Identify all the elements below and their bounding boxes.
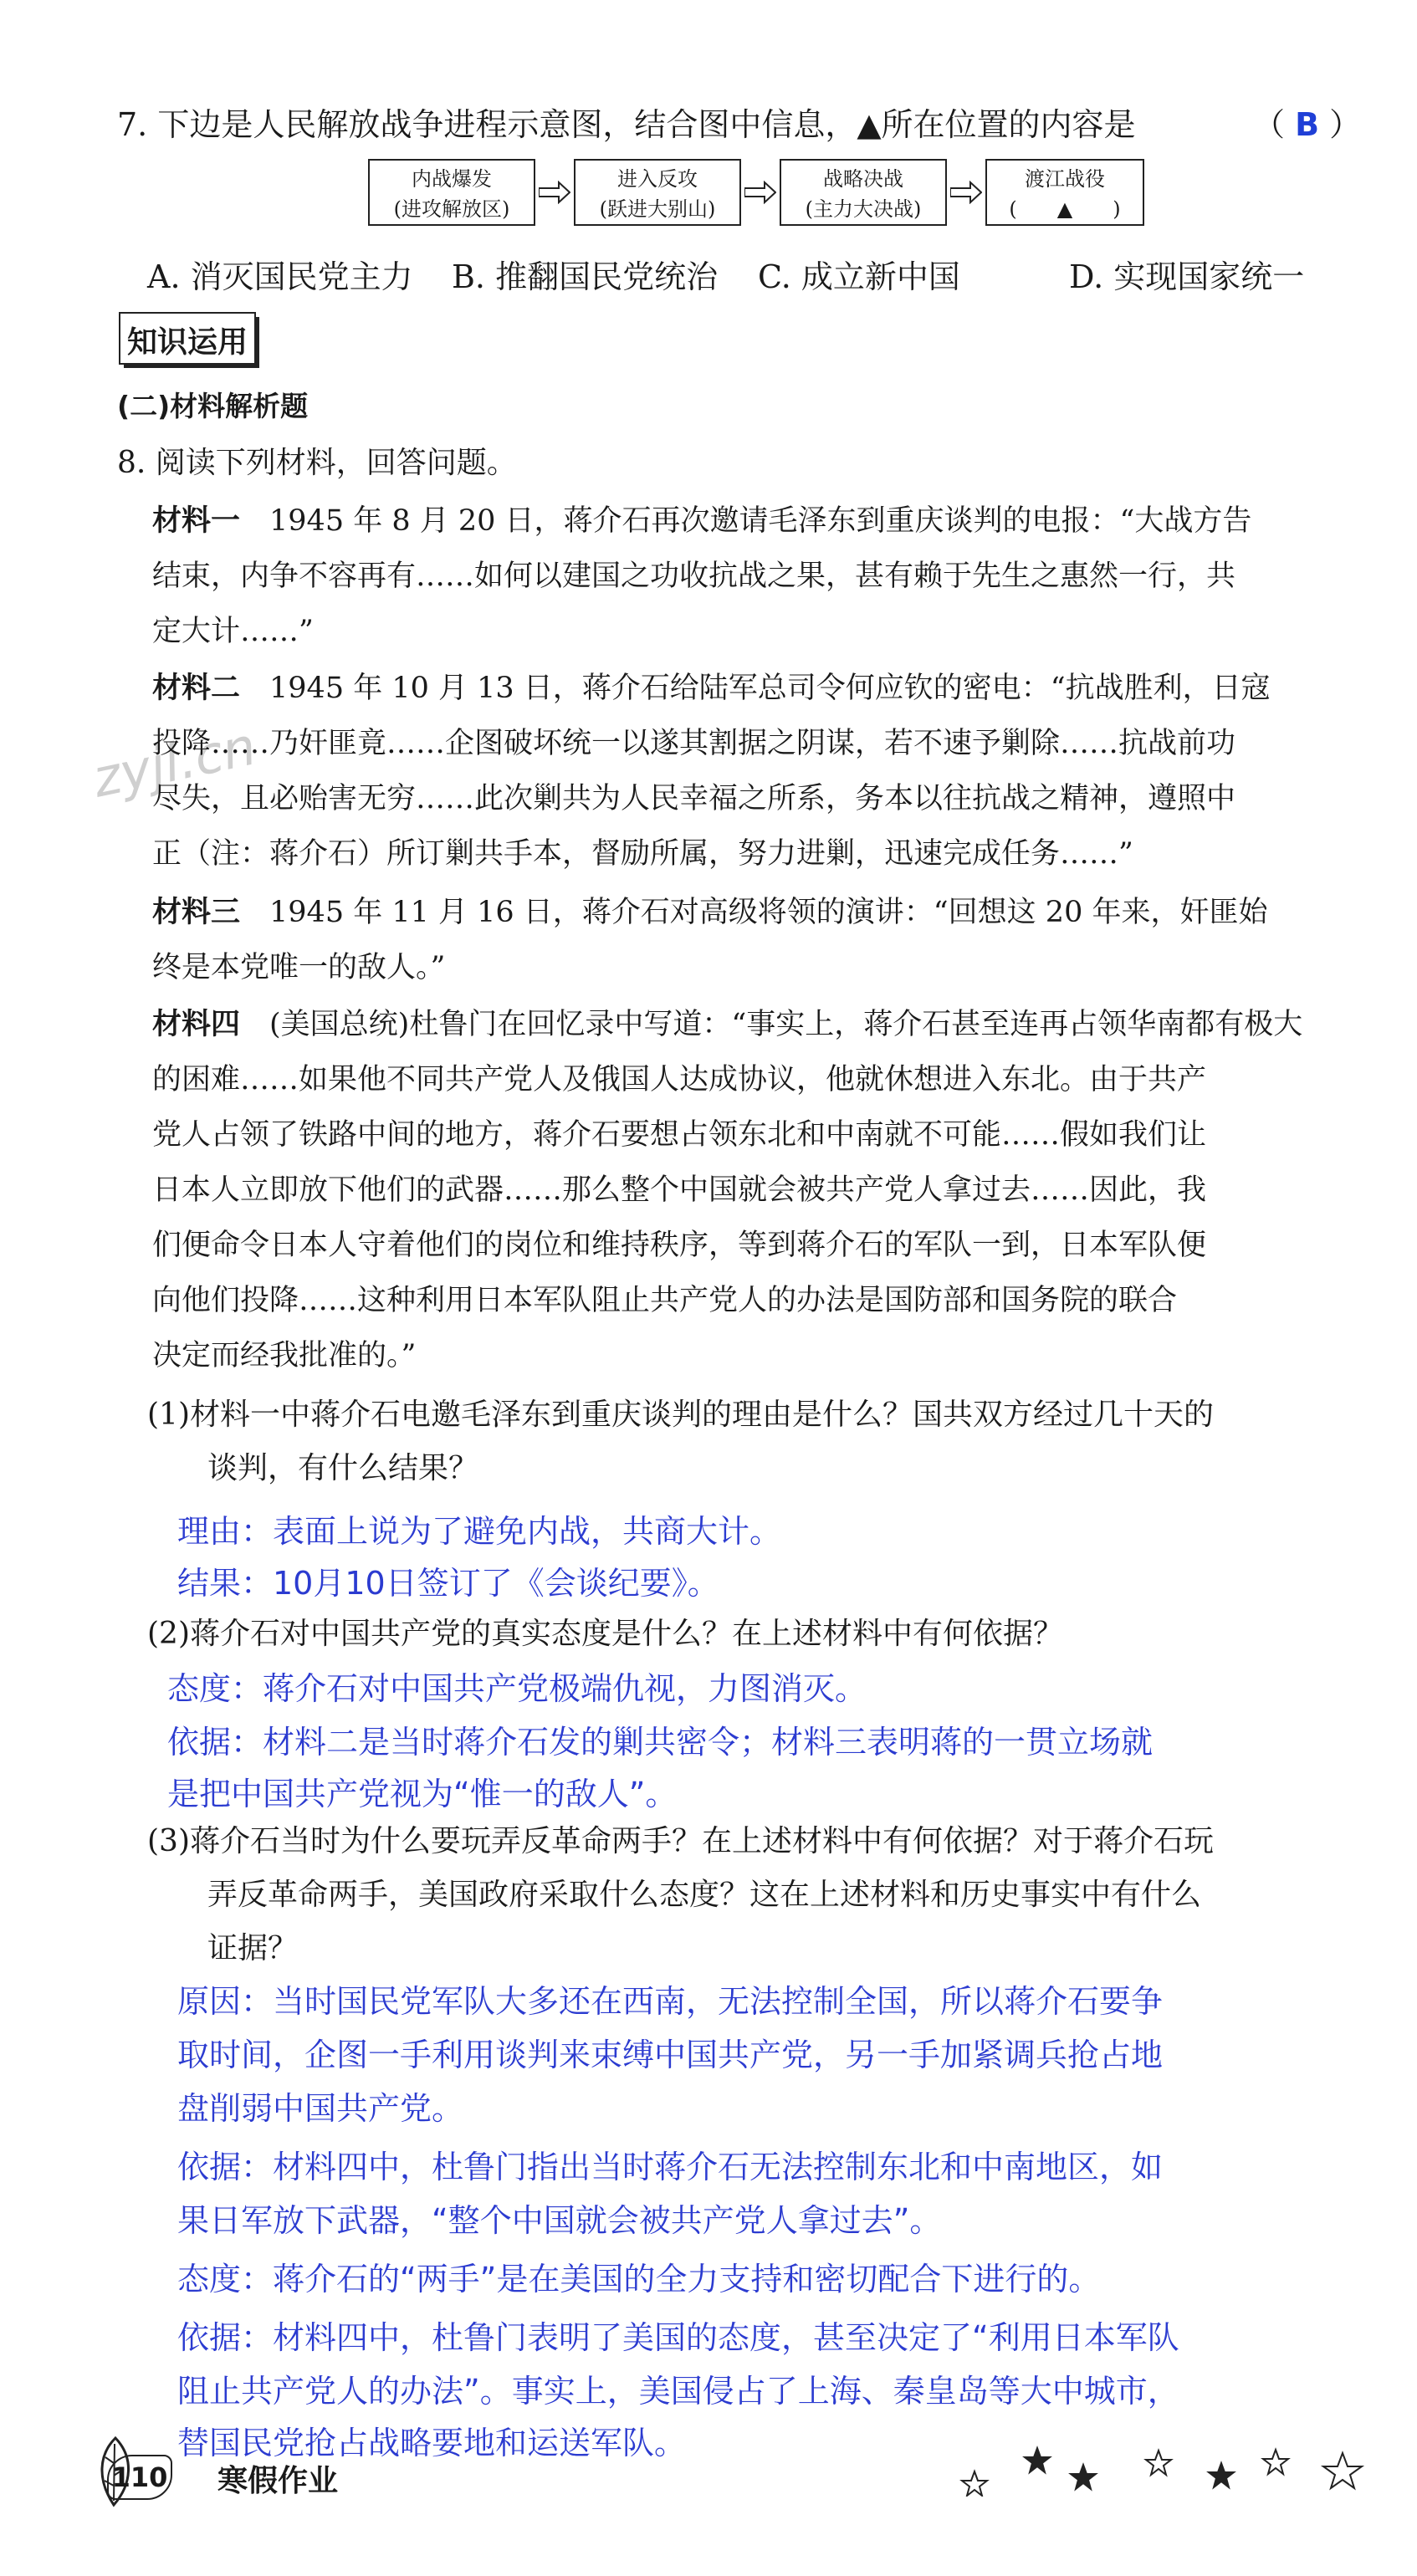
arrow-icon	[744, 181, 776, 204]
flow-step-title: 进入反攻	[617, 167, 698, 191]
handwritten-answer-line: 替国民党抢占战略要地和运送军队。	[177, 2425, 687, 2461]
subquestion-line: (1)材料一中蒋介石电邀毛泽东到重庆谈判的理由是什么？国共双方经过几十天的	[147, 1398, 1214, 1432]
flow-step-note: ( ▲ )	[1009, 197, 1121, 221]
section-subhead: (二)材料解析题	[117, 390, 309, 422]
flow-step-3	[780, 159, 947, 226]
handwritten-answer-line: 果日军放下武器，“整个中国就会被共产党人拿过去”。	[177, 2202, 942, 2239]
handwritten-answer-line: 阻止共产党人的办法”。事实上，美国侵占了上海、秦皇岛等大中城市，	[177, 2373, 1179, 2410]
subquestion-line: 证据？	[147, 1931, 299, 1965]
material-3	[152, 885, 1267, 995]
question-7-text: 7. 下边是人民解放战争进程示意图，结合图中信息，▲所在位置的内容是	[117, 106, 1136, 143]
material-line	[152, 997, 1302, 1052]
material-label: 材料一	[152, 504, 241, 538]
stars-decoration	[954, 2421, 1372, 2497]
question-8-text: 8. 阅读下列材料，回答问题。	[117, 446, 517, 480]
subquestion-3	[147, 1815, 1214, 1975]
flow-step-note: (跃进大别山)	[599, 197, 716, 221]
star-icon	[962, 2471, 987, 2496]
material-label: 材料三	[152, 896, 241, 929]
material-line: 终是本党唯一的敌人。”	[152, 951, 446, 984]
option-a: A. 消灭国民党主力	[147, 258, 413, 295]
material-line: 结束，内争不容再有……如何以建国之功收抗战之果，甚有赖于先生之惠然一行，共	[152, 560, 1236, 593]
flow-step-1	[368, 159, 535, 226]
handwritten-answer-line: 依据：材料四中，杜鲁门指出当时蒋介石无法控制东北和中南地区，如	[177, 2149, 1164, 2185]
handwritten-answer-line: 结果：10月10日签订了《会谈纪要》。	[177, 1565, 719, 1602]
watermark: zyjl.cn	[87, 715, 262, 810]
material-4	[152, 997, 1302, 1383]
star-icon	[1146, 2451, 1171, 2475]
material-2	[152, 661, 1271, 882]
handwritten-answer-line: 盘削弱中国共产党。	[177, 2090, 464, 2127]
material-text: 1945 年 11 月 16 日，蒋介石对高级将领的演讲：“回想这 20 年来，奸匪始	[240, 896, 1268, 929]
handwritten-answer-line: 依据：材料二是当时蒋介石发的剿共密令；材料三表明蒋的一贯立场就	[167, 1724, 1154, 1761]
material-line	[152, 493, 1251, 549]
option-c: C. 成立新中国	[758, 258, 960, 295]
material-label: 材料四	[152, 1008, 241, 1041]
arrow-icon	[950, 181, 982, 204]
handwritten-answer-line: 态度：蒋介石的“两手”是在美国的全力支持和密切配合下进行的。	[177, 2261, 1101, 2297]
subquestion-line: (2)蒋介石对中国共产党的真实态度是什么？在上述材料中有何依据？	[147, 1617, 1063, 1651]
subquestion-line: (3)蒋介石当时为什么要玩弄反革命两手？在上述材料中有何依据？对于蒋介石玩	[147, 1824, 1214, 1858]
material-line: 日本人立即放下他们的武器……那么整个中国就会被共产党人拿过去……因此，我	[152, 1173, 1207, 1207]
flow-step-note: (主力大决战)	[805, 197, 922, 221]
flow-step-2	[574, 159, 741, 226]
flow-step-title: 战略决战	[823, 167, 903, 191]
handwritten-answer-line: 原因：当时国民党军队大多还在西南，无法控制全国，所以蒋介石要争	[177, 1983, 1164, 2020]
material-line: 定大计……”	[152, 615, 314, 648]
material-line: 们便命令日本人守着他们的岗位和维持秩序，等到蒋介石的军队一到，日本军队便	[152, 1229, 1207, 1262]
flow-step-title: 内战爆发	[412, 167, 492, 191]
handwritten-answer-line: 是把中国共产党视为“惟一的敌人”。	[167, 1776, 678, 1812]
section-title: 知识运用	[119, 312, 256, 365]
option-d: D. 实现国家统一	[1069, 258, 1305, 295]
war-progress-flowchart	[368, 159, 1154, 233]
subquestion-line: 弄反革命两手，美国政府采取什么态度？这在上述材料和历史事实中有什么	[147, 1878, 1202, 1912]
material-line: 决定而经我批准的。”	[152, 1339, 417, 1372]
material-line: 向他们投降……这种利用日本军队阻止共产党人的办法是国防部和国务院的联合	[152, 1284, 1178, 1317]
material-line	[152, 885, 1267, 940]
material-label: 材料二	[152, 672, 241, 705]
page-number: 110	[107, 2455, 172, 2500]
star-icon	[1263, 2450, 1288, 2474]
star-icon	[1209, 2463, 1234, 2487]
material-line: 投降……乃奸匪竟……企图破坏统一以遂其割据之阴谋，若不速予剿除……抗战前功	[152, 727, 1236, 760]
handwritten-answer-line: 态度：蒋介石对中国共产党极端仇视，力图消灭。	[167, 1670, 867, 1707]
star-icon	[1323, 2453, 1362, 2488]
footer-title: 寒假作业	[217, 2464, 339, 2498]
material-text: 1945 年 10 月 13 日，蒋介石给陆军总司令何应钦的密电：“抗战胜利，日寇	[240, 672, 1271, 705]
handwritten-answer-line: 依据：材料四中，杜鲁门表明了美国的态度，甚至决定了“利用日本军队	[177, 2319, 1179, 2356]
flow-step-note: (进攻解放区)	[393, 197, 510, 221]
handwritten-answer-line: 取时间，企图一手利用谈判来束缚中国共产党，另一手加紧调兵抢占地	[177, 2037, 1164, 2073]
question-7-answer	[1253, 99, 1361, 145]
material-line: 正（注：蒋介石）所订剿共手本，督励所属，努力进剿，迅速完成任务……”	[152, 837, 1133, 871]
material-text: (美国总统)杜鲁门在回忆录中写道：“事实上，蒋介石甚至连再占领华南都有极大	[240, 1008, 1303, 1041]
material-1	[152, 493, 1251, 659]
material-line: 党人占领了铁路中间的地方，蒋介石要想占领东北和中南就不可能……假如我们让	[152, 1118, 1207, 1152]
arrow-icon	[539, 181, 570, 204]
material-line: 的困难……如果他不同共产党人及俄国人达成协议，他就休想进入东北。由于共产	[152, 1063, 1207, 1096]
subquestion-2	[147, 1607, 1063, 1661]
star-icon	[1025, 2448, 1050, 2472]
handwritten-answer-line: 理由：表面上说为了避免内战，共商大计。	[177, 1513, 782, 1550]
flow-step-title: 渡江战役	[1025, 167, 1105, 191]
answer-letter: B	[1295, 106, 1320, 143]
subquestion-1	[147, 1388, 1214, 1495]
subquestion-line: 谈判，有什么结果？	[147, 1451, 479, 1485]
material-line	[152, 661, 1271, 716]
answer-bracket-close: ）	[1329, 106, 1362, 143]
star-icon	[1071, 2465, 1096, 2489]
material-line: 尽失，且必贻害无穷……此次剿共为人民幸福之所系，务本以往抗战之精神，遵照中	[152, 782, 1236, 815]
flow-step-4	[985, 159, 1144, 226]
answer-bracket-open: （	[1253, 106, 1286, 143]
material-text: 1945 年 8 月 20 日，蒋介石再次邀请毛泽东到重庆谈判的电报：“大战方告	[240, 504, 1252, 538]
option-b: B. 推翻国民党统治	[452, 258, 719, 295]
